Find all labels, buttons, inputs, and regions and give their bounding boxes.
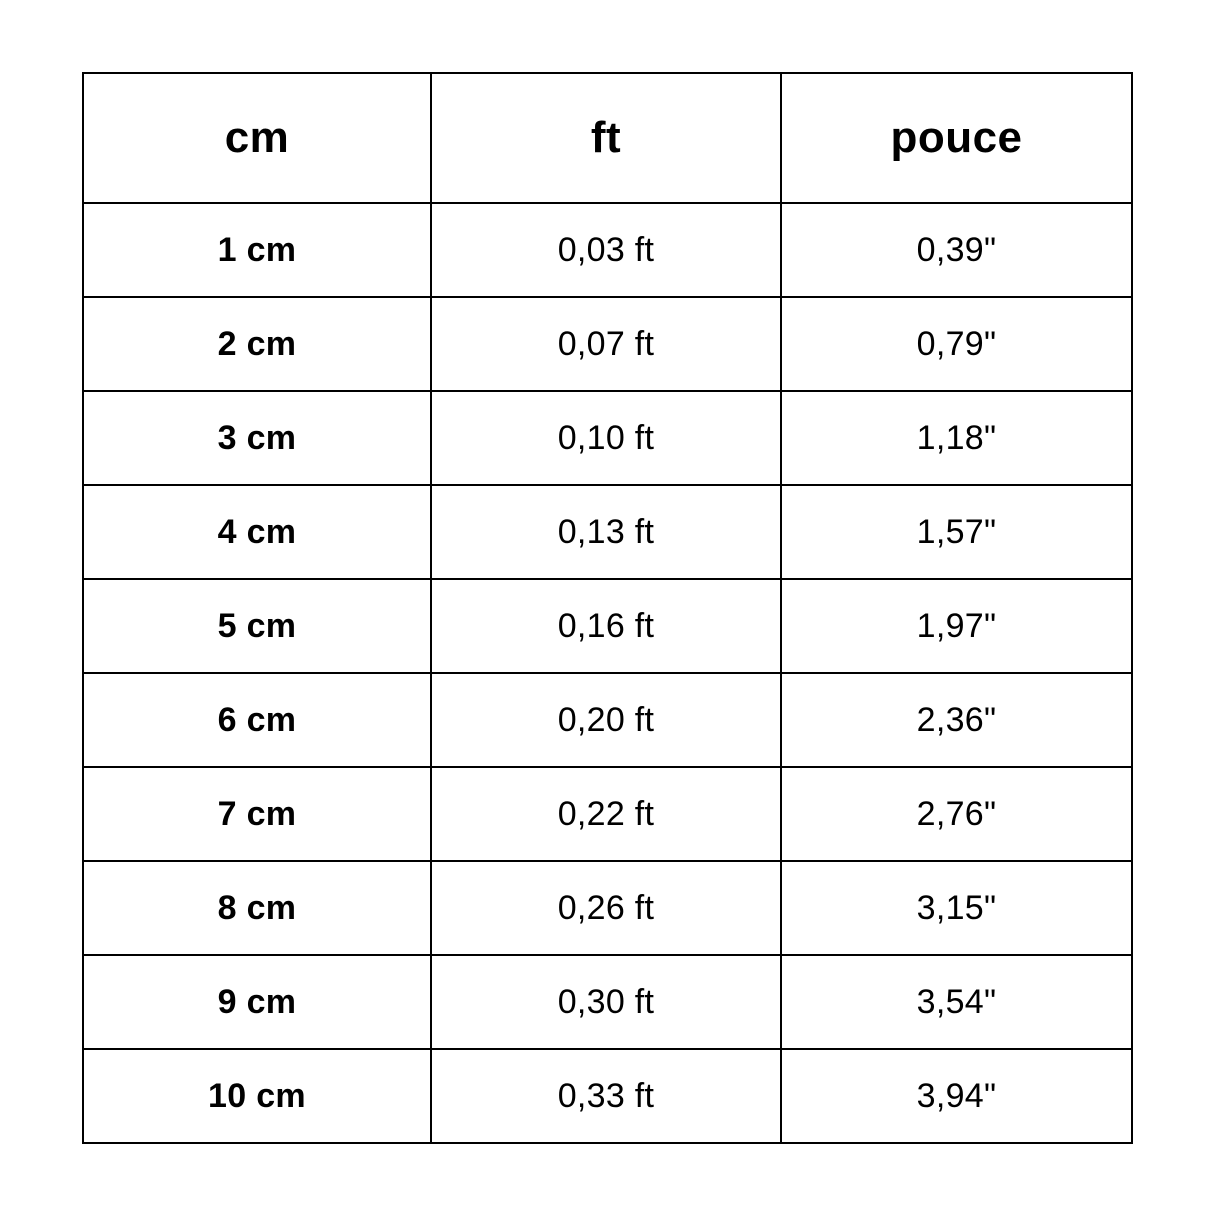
cell-ft: 0,22 ft xyxy=(431,767,781,861)
cell-cm: 9 cm xyxy=(83,955,431,1049)
cell-cm: 10 cm xyxy=(83,1049,431,1143)
table-row xyxy=(83,297,1132,391)
table-row xyxy=(83,579,1132,673)
cell-pouce: 2,36" xyxy=(781,673,1132,767)
conversion-table-container xyxy=(82,72,1131,1142)
table-row xyxy=(83,767,1132,861)
cell-pouce: 1,57" xyxy=(781,485,1132,579)
cell-cm: 6 cm xyxy=(83,673,431,767)
column-header-cm: cm xyxy=(83,73,431,203)
cell-cm: 8 cm xyxy=(83,861,431,955)
cell-pouce: 1,97" xyxy=(781,579,1132,673)
cell-pouce: 1,18" xyxy=(781,391,1132,485)
cell-pouce: 0,39" xyxy=(781,203,1132,297)
cell-pouce: 3,15" xyxy=(781,861,1132,955)
table-body xyxy=(83,203,1132,1143)
table-row xyxy=(83,203,1132,297)
cell-cm: 4 cm xyxy=(83,485,431,579)
column-header-ft: ft xyxy=(431,73,781,203)
cell-cm: 1 cm xyxy=(83,203,431,297)
table-header xyxy=(83,73,1132,203)
cell-ft: 0,13 ft xyxy=(431,485,781,579)
table-row xyxy=(83,485,1132,579)
cell-pouce: 2,76" xyxy=(781,767,1132,861)
cell-cm: 3 cm xyxy=(83,391,431,485)
cell-ft: 0,30 ft xyxy=(431,955,781,1049)
cell-ft: 0,33 ft xyxy=(431,1049,781,1143)
table-row xyxy=(83,861,1132,955)
cell-ft: 0,26 ft xyxy=(431,861,781,955)
cell-cm: 2 cm xyxy=(83,297,431,391)
cell-pouce: 3,94" xyxy=(781,1049,1132,1143)
cell-ft: 0,10 ft xyxy=(431,391,781,485)
cell-ft: 0,20 ft xyxy=(431,673,781,767)
column-header-pouce: pouce xyxy=(781,73,1132,203)
cell-ft: 0,16 ft xyxy=(431,579,781,673)
table-row xyxy=(83,955,1132,1049)
header-row xyxy=(83,73,1132,203)
cell-ft: 0,03 ft xyxy=(431,203,781,297)
conversion-table xyxy=(82,72,1133,1144)
table-row xyxy=(83,673,1132,767)
cell-cm: 7 cm xyxy=(83,767,431,861)
cell-pouce: 3,54" xyxy=(781,955,1132,1049)
table-row xyxy=(83,1049,1132,1143)
cell-cm: 5 cm xyxy=(83,579,431,673)
cell-pouce: 0,79" xyxy=(781,297,1132,391)
cell-ft: 0,07 ft xyxy=(431,297,781,391)
table-row xyxy=(83,391,1132,485)
